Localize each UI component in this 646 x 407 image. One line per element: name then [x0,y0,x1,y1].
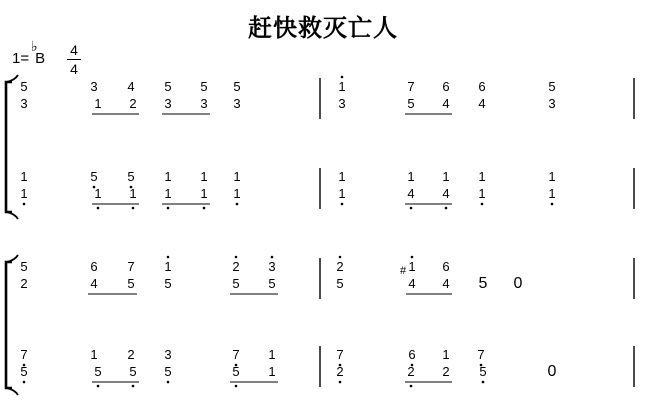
note: 7 [336,347,344,362]
note: 1 [268,347,276,362]
note: 1 [164,259,172,274]
note: 4 [478,96,486,111]
note: 5 [233,79,241,94]
note: 7 [232,347,240,362]
note: 0 [513,275,523,292]
note: 1 [338,169,346,184]
note: 4 [442,96,450,111]
note: 5 [129,364,137,379]
note: 4 [90,276,98,291]
note: 3 [338,96,346,111]
note: 1 [268,364,276,379]
note: 3 [268,259,276,274]
sharp-accidental: # [399,265,407,277]
note: 2 [336,364,344,379]
note: 4 [442,276,450,291]
note: 5 [232,364,240,379]
note: 2 [232,259,240,274]
note: 3 [20,96,28,111]
song-title: 赶快救灭亡人 [248,13,398,42]
note: 5 [200,79,208,94]
note: 5 [20,364,28,379]
note: 1 [442,347,450,362]
time-signature-top: 4 [70,42,78,58]
note: 1 [200,186,208,201]
note: 2 [442,364,450,379]
note: 2 [407,364,415,379]
note: 5 [232,276,240,291]
note: 5 [548,79,556,94]
note: 5 [94,364,102,379]
note: 3 [164,96,172,111]
note: 4 [407,186,415,201]
note: 7 [127,259,135,274]
note: 3 [90,79,98,94]
note: 6 [90,259,98,274]
time-signature-bottom: 4 [70,61,78,77]
note: 1 [338,186,346,201]
note: 6 [478,79,486,94]
note: 3 [548,96,556,111]
note: 5 [164,364,172,379]
note: 5 [164,276,172,291]
note: 1 [233,186,241,201]
note: 1 [442,169,450,184]
note: 5 [127,169,135,184]
key-tone: B [35,50,46,67]
note: 5 [164,79,172,94]
note: 0 [547,363,557,380]
note: 1 [200,169,208,184]
note: 2 [20,276,28,291]
note: 1 [233,169,241,184]
note: 5 [478,275,488,292]
note: 1 [478,169,486,184]
note: 5 [20,79,28,94]
note: 3 [233,96,241,111]
note: 1 [20,169,28,184]
note: 1 [20,186,28,201]
flat-sign: ♭ [31,38,38,54]
note: 7 [407,79,415,94]
note: 6 [442,79,450,94]
note: 1 [164,169,172,184]
note: 1 [90,347,98,362]
note: 1 [164,186,172,201]
note: 1 [478,186,486,201]
note: 1 [407,169,415,184]
note: 5 [90,169,98,184]
note: 1 [548,169,556,184]
note: 5 [336,276,344,291]
note: 1 [408,259,416,274]
note: 5 [268,276,276,291]
note: 5 [127,276,135,291]
note: 1 [338,79,346,94]
note: 1 [129,186,137,201]
note: 1 [94,96,102,111]
note: 4 [442,186,450,201]
note: 1 [548,186,556,201]
note: 4 [408,276,416,291]
note: 5 [20,259,28,274]
note: 6 [442,259,450,274]
note: 6 [408,347,416,362]
note: 2 [127,347,135,362]
note: 3 [164,347,172,362]
note: 4 [127,79,135,94]
note: 2 [336,259,344,274]
key-prefix: 1= [12,50,30,67]
note: 5 [479,364,487,379]
note: 5 [407,96,415,111]
note: 1 [94,186,102,201]
note: 7 [20,347,28,362]
note: 7 [477,347,485,362]
note: 2 [129,96,137,111]
note: 3 [200,96,208,111]
